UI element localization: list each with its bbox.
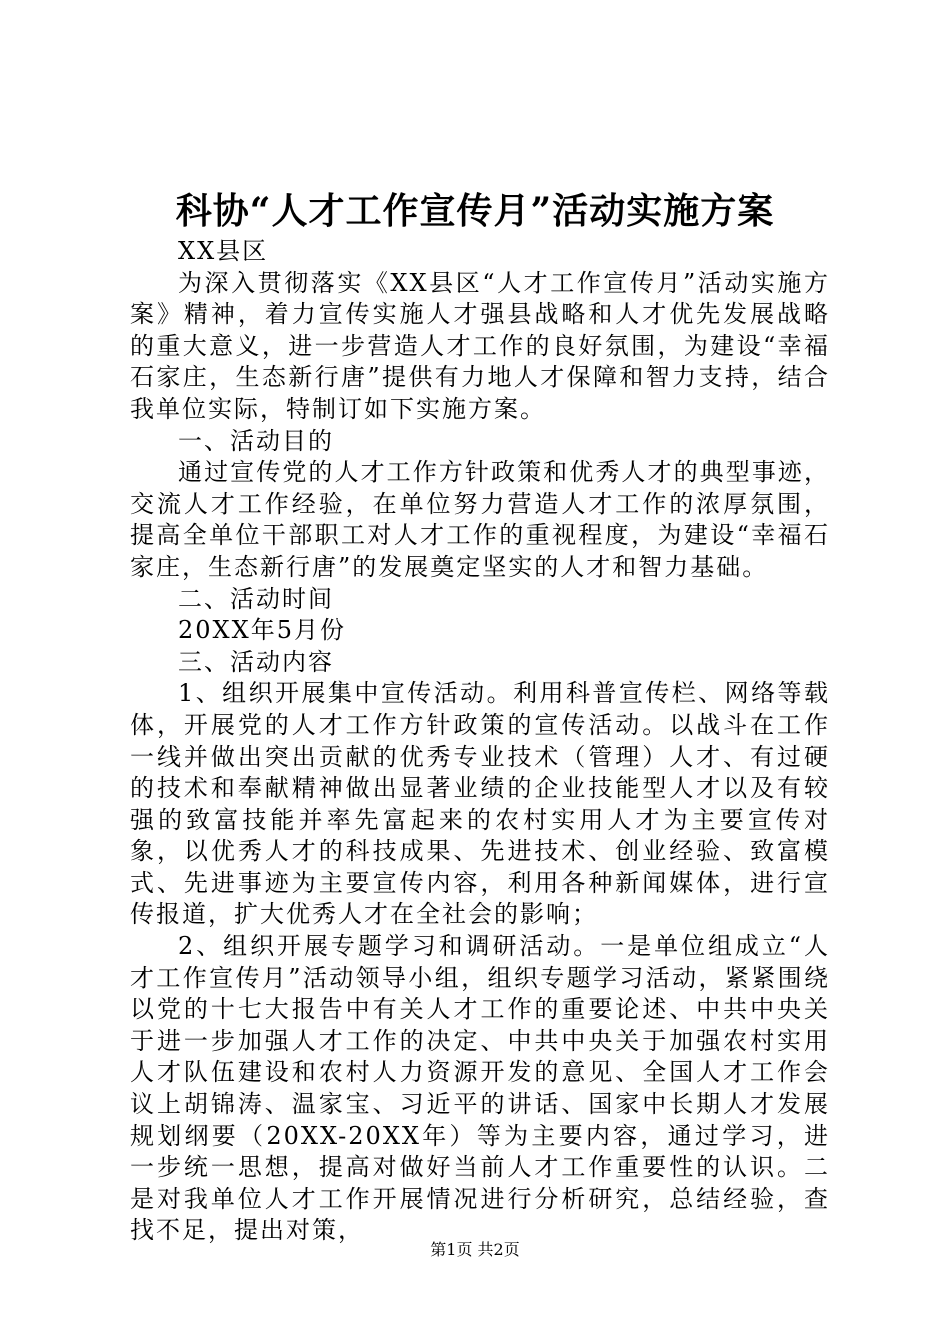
paragraph-time: 20XX年5月份 [178,616,346,645]
paragraph-content-2: 2、组织开展专题学习和调研活动。一是单位组成立“人才工作宣传月”活动领导小组，组织专题学习活动，紧紧围绕以党的十七大报告中有关人才工作的重要论述、中共中央关于进一步加强人才工作的决定、中共中央关于加强农村实用人才队伍建设和农村人力资源开发的意见、全国人才工作会议上胡锦涛、温家宝、习近平的讲话、国家中长期人才发展规划纲要（20XX-20XX年）等为主要内容，通过学习，进一步统一思想，提高对做好当前人才工作重要性的认识。二是对我单位人才工作开展情况进行分析研究，总结经验，查找不足，提出对策， [130,932,830,1245]
page-number-footer: 第1页 共2页 [430,1240,520,1259]
section-heading-purpose: 一、活动目的 [178,426,334,455]
paragraph-content-1: 1、组织开展集中宣传活动。利用科普宣传栏、网络等载体，开展党的人才工作方针政策的宣传活动。以战斗在工作一线并做出突出贡献的优秀专业技术（管理）人才、有过硬的技术和奉献精神做出显著业绩的企业技能型人才以及有较强的致富技能并率先富起来的农村实用人才为主要宣传对象，以优秀人才的科技成果、先进技术、创业经验、致富模式、先进事迹为主要宣传内容，利用各种新闻媒体，进行宣传报道，扩大优秀人才在全社会的影响； [130,679,830,929]
section-heading-content: 三、活动内容 [178,647,334,676]
document-title: 科协“人才工作宣传月”活动实施方案 [175,190,775,232]
section-heading-time: 二、活动时间 [178,584,334,613]
paragraph-county: XX县区 [178,237,269,265]
paragraph-purpose: 通过宣传党的人才工作方针政策和优秀人才的典型事迹，交流人才工作经验，在单位努力营造人才工作的浓厚氛围，提高全单位干部职工对人才工作的重视程度，为建设“幸福石家庄，生态新行唐”的发展奠定坚实的人才和智力基础。 [130,458,830,581]
document-body [130,236,830,1247]
paragraph-intro: 为深入贯彻落实《XX县区“人才工作宣传月”活动实施方案》精神，着力宣传实施人才强县战略和人才优先发展战略的重大意义，进一步营造人才工作的良好氛围，为建设“幸福石家庄，生态新行唐”提供有力地人才保障和智力支持，结合我单位实际，特制订如下实施方案。 [130,268,830,423]
